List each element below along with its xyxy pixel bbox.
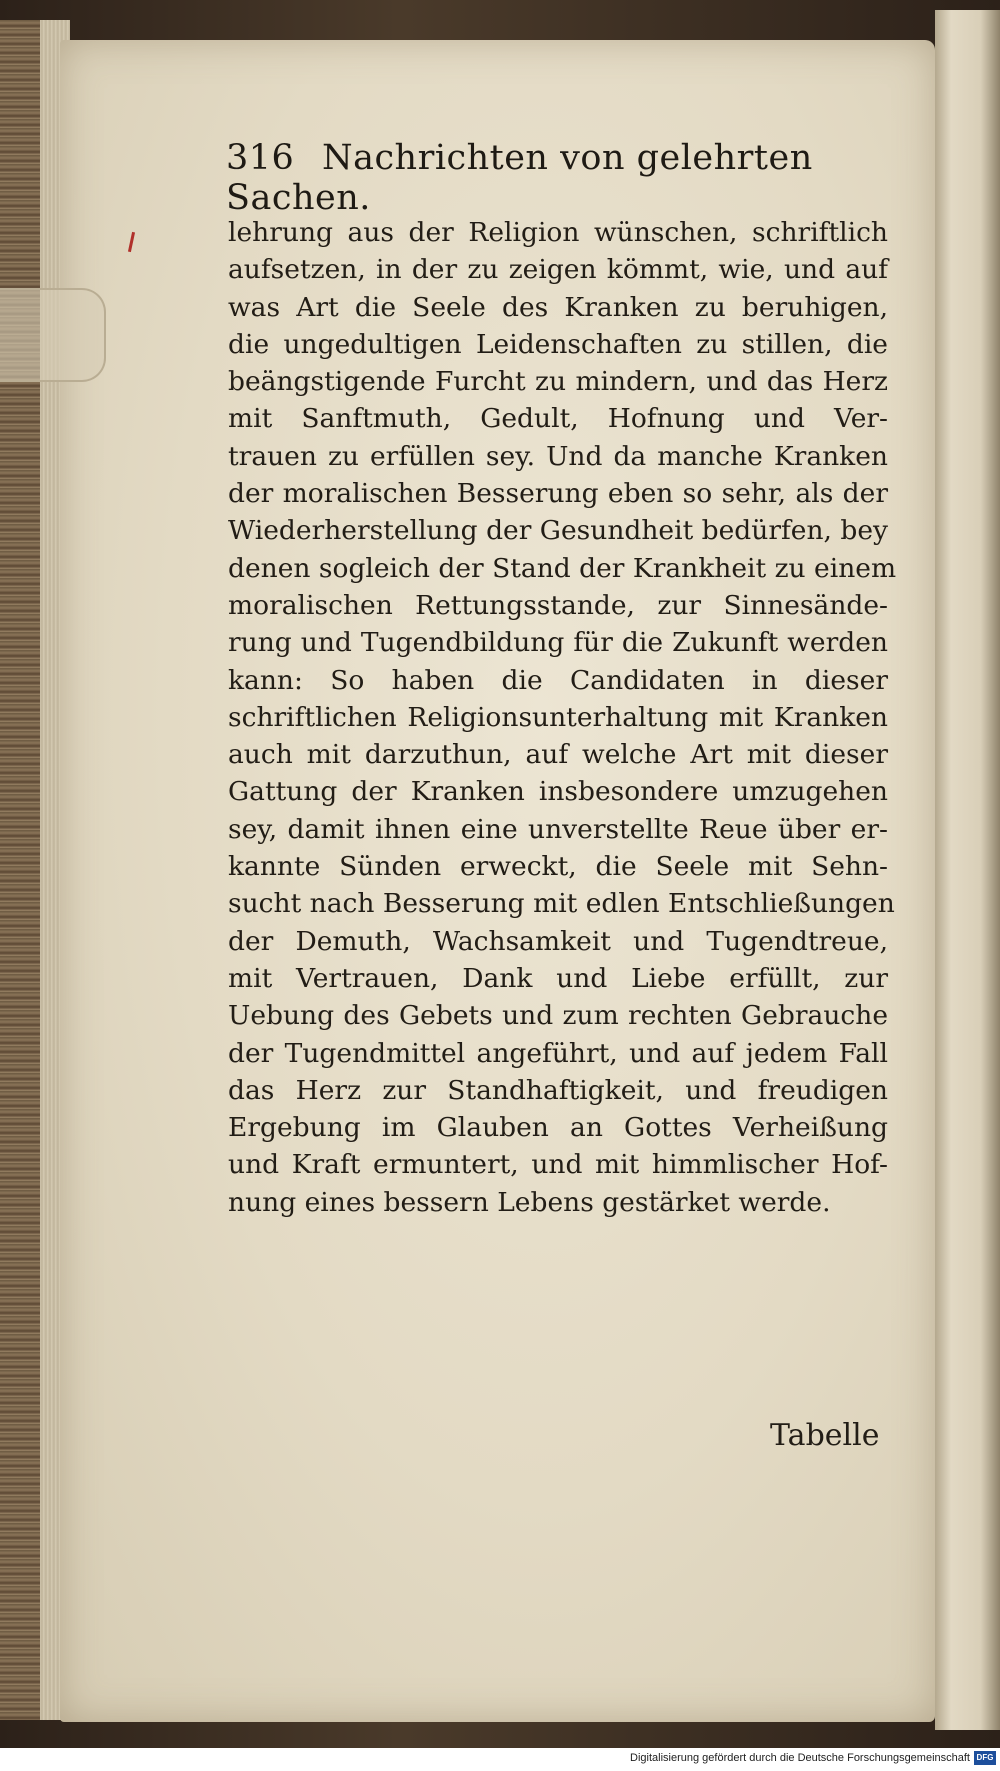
- text-line: Wiederherstellung der Gesundheit bedürfen, bey: [228, 515, 889, 547]
- text-line: denen sogleich der Stand der Krankheit zu einem: [228, 552, 897, 584]
- text-line: lehrung aus der Religion wünschen, schriftlich: [228, 217, 888, 248]
- text-line: trauen zu erfüllen sey. Und da manche Kranken: [228, 440, 888, 472]
- text-line: und Kraft ermuntert, und mit himmlischer Hof-: [228, 1149, 888, 1181]
- text-line: der moralischen Besserung eben so sehr, als der: [228, 478, 888, 510]
- running-title: Nachrichten von gelehrten Sachen.: [226, 138, 813, 218]
- text-line: mit Vertrauen, Dank und Liebe erfüllt, zur: [228, 962, 888, 994]
- facing-page-edge: [935, 10, 1000, 1730]
- bookmark-tab: [0, 288, 106, 382]
- text-line: nung eines bessern Lebens gestärket werde.: [228, 1186, 831, 1218]
- text-line: was Art die Seele des Kranken zu beruhigen,: [228, 291, 888, 323]
- text-line: auch mit darzuthun, auf welche Art mit dieser: [228, 739, 888, 771]
- text-line: sucht nach Besserung mit edlen Entschließungen: [228, 888, 895, 920]
- footer-credit: Digitalisierung gefördert durch die Deutsche Forschungsgemeinschaft: [630, 1752, 970, 1764]
- text-line: sey, damit ihnen eine unverstellte Reue über er-: [228, 813, 888, 845]
- text-line: Ergebung im Glauben an Gottes Verheißung: [228, 1112, 888, 1144]
- text-line: schriftlichen Religionsunterhaltung mit Kranken: [228, 701, 888, 733]
- text-line: der Tugendmittel angeführt, und auf jedem Fall: [228, 1037, 888, 1069]
- text-line: rung und Tugendbildung für die Zukunft werden: [228, 627, 888, 659]
- text-line: kannte Sünden erweckt, die Seele mit Sehn-: [228, 851, 888, 883]
- text-line: das Herz zur Standhaftigkeit, und freudigen: [228, 1074, 888, 1106]
- text-line: beängstigende Furcht zu mindern, und das Herz: [228, 366, 888, 398]
- text-line: Gattung der Kranken insbesondere umzugehen: [228, 776, 888, 808]
- page-header: [226, 138, 826, 218]
- text-line: der Demuth, Wachsamkeit und Tugendtreue,: [228, 925, 888, 957]
- body-text: [228, 214, 897, 1221]
- text-line: kann: So haben die Candidaten in dieser: [228, 664, 888, 696]
- text-line: Uebung des Gebets und zum rechten Gebrauche: [228, 1000, 888, 1032]
- dfg-logo: DFG: [974, 1751, 996, 1765]
- text-line: aufsetzen, in der zu zeigen kömmt, wie, und auf: [228, 254, 888, 286]
- text-line: moralischen Rettungsstande, zur Sinnesände-: [228, 589, 888, 621]
- page-number: 316: [226, 138, 295, 178]
- catchword: Tabelle: [770, 1418, 880, 1453]
- text-line: die ungedultigen Leidenschaften zu stillen, die: [228, 328, 888, 360]
- text-line: mit Sanftmuth, Gedult, Hofnung und Ver-: [228, 403, 888, 435]
